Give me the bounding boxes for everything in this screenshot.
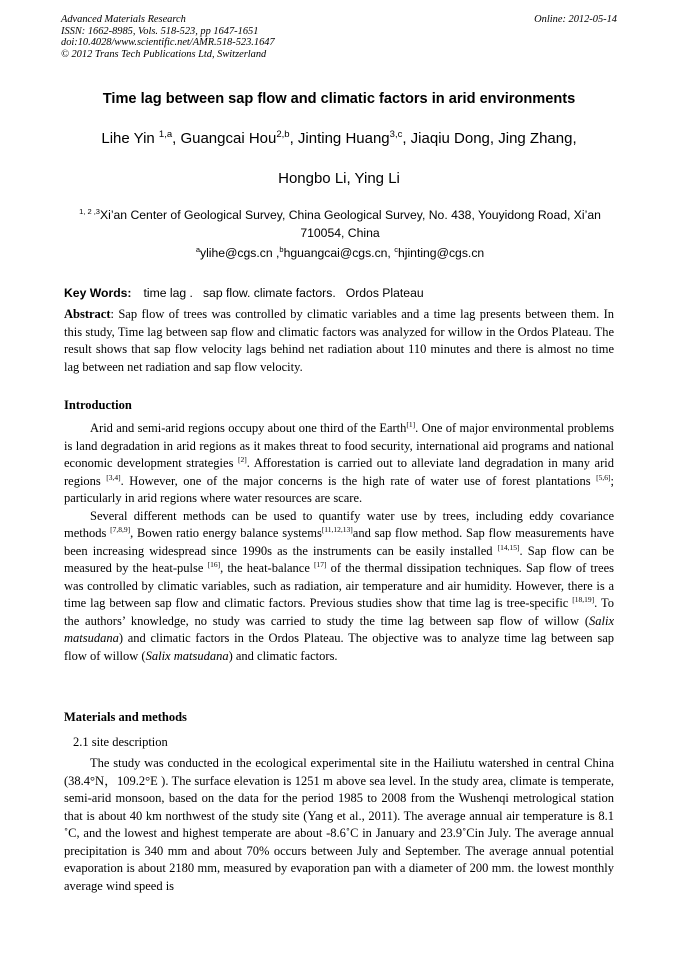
keywords-label: Key Words: xyxy=(64,286,132,300)
online-date: Online: 2012-05-14 xyxy=(534,14,617,25)
journal-copyright: © 2012 Trans Tech Publications Ltd, Switzerland xyxy=(61,48,267,60)
abstract-label: Abstract xyxy=(64,307,111,321)
paper-title: Time lag between sap flow and climatic factors in arid environments xyxy=(102,91,576,107)
section-heading-introduction: Introduction xyxy=(64,398,132,412)
site-description-text xyxy=(64,755,614,895)
site-paragraph-1: The study was conducted in the ecological experimental site in the Hailiutu watershed in central China (38.4°N，109.2°E ). The surface elevation is 1251 m above sea level. In the study area, climate is temperate, semi-arid monsoon, based on the data for the period 1985 to 2008 from the Wushenqi metrological station that is about 40 km northwest of the study site (Yang et al., 2011). The average annual air temperature is 8.1 ˚C, and the lowest and highest temperate are about -8.6˚C in January and 23.9˚Cin July. The average annual precipitation is 340 mm and about 70% occurs between July and September. The average annual potential evaporation is about 2180 mm, measured by evaporation pan with a diameter of 200 mm. the lowest monthly average wind speed is xyxy=(64,756,614,893)
author-emails: $^a$ylihe@cgs.cn ,$^b$hguangcai@cgs.cn, $^c$hjinting@cgs.cn xyxy=(195,245,485,261)
author-line-1: Lihe Yin $^{1,a}$, Guangcai Hou$^{2,b}$, Jinting Huang$^{3,c}$, Jiaqiu Dong, Jing Zhang, xyxy=(101,129,577,147)
affiliation: $^{1, 2 ,3}$Xi’an Center of Geological Survey, China Geological Survey, No. 438, Youyidong Road, Xi’an 710054, China xyxy=(79,207,601,241)
section-heading-materials: Materials and methods xyxy=(64,710,187,724)
journal-doi: doi:10.4028/www.scientific.net/AMR.518-523.1647 xyxy=(61,37,275,49)
abstract: Abstract: Sap flow of trees was controlled by climatic variables and a time lag presents between them. In this study, Time lag between sap flow and climatic factors was analyzed for willow in the Ordos Plateau. The result shows that sap flow velocity lags behind net radiation about 110 minutes and there is almost no time lag between net radiation and sap flow velocity. xyxy=(64,307,614,374)
subsection-heading-site: 2.1 site description xyxy=(73,735,168,749)
author-line-2: Hongbo Li, Ying Li xyxy=(278,170,400,187)
keywords: Key Words: time lag . sap flow. climate factors. Ordos Plateau xyxy=(64,286,424,300)
journal-header xyxy=(61,14,617,60)
journal-issn: ISSN: 1662-8985, Vols. 518-523, pp 1647-1651 xyxy=(61,25,259,37)
intro-paragraph-2: Several different methods can be used to quantify water use by trees, including eddy covariance methods [7,8,9], Bowen ratio energy balance systems[11,12,13]and sap flow method. Sap flow measurements have been increasing widespread since 1990s as the instruments can be easily installed [14,15]. Sap flow can be measured by the heat-pulse [16], the heat-balance [17] of the thermal dissipation techniques. Sap flow of trees was controlled by climatic variables, such as radiation, air temperature and air humidity. However, there is a time lag between sap flow and climatic factors. Previous studies show that time lag is tree-specific [18,19]. To the authors’ knowledge, no study was carried to study the time lag between sap flow of willow (Salix matsudana) and climatic factors in the Ordos Plateau. The objective was to analyze time lag between sap flow of willow (Salix matsudana) and climatic factors. xyxy=(64,508,615,663)
intro-paragraph-1: Arid and semi-arid regions occupy about one third of the Earth[1]. One of major environmental problems is land degradation in arid regions as it makes threat to food security, international aid programs and national economic development strategies [2]. Afforestation is carried out to alleviate land degradation in many arid regions [3,4]. However, one of the major concerns is the high rate of water use of forest plantations [5,6]; particularly in arid regions where water resources are scare. xyxy=(64,419,614,505)
journal-name: Advanced Materials Research xyxy=(61,14,186,25)
introduction-text xyxy=(64,420,614,665)
